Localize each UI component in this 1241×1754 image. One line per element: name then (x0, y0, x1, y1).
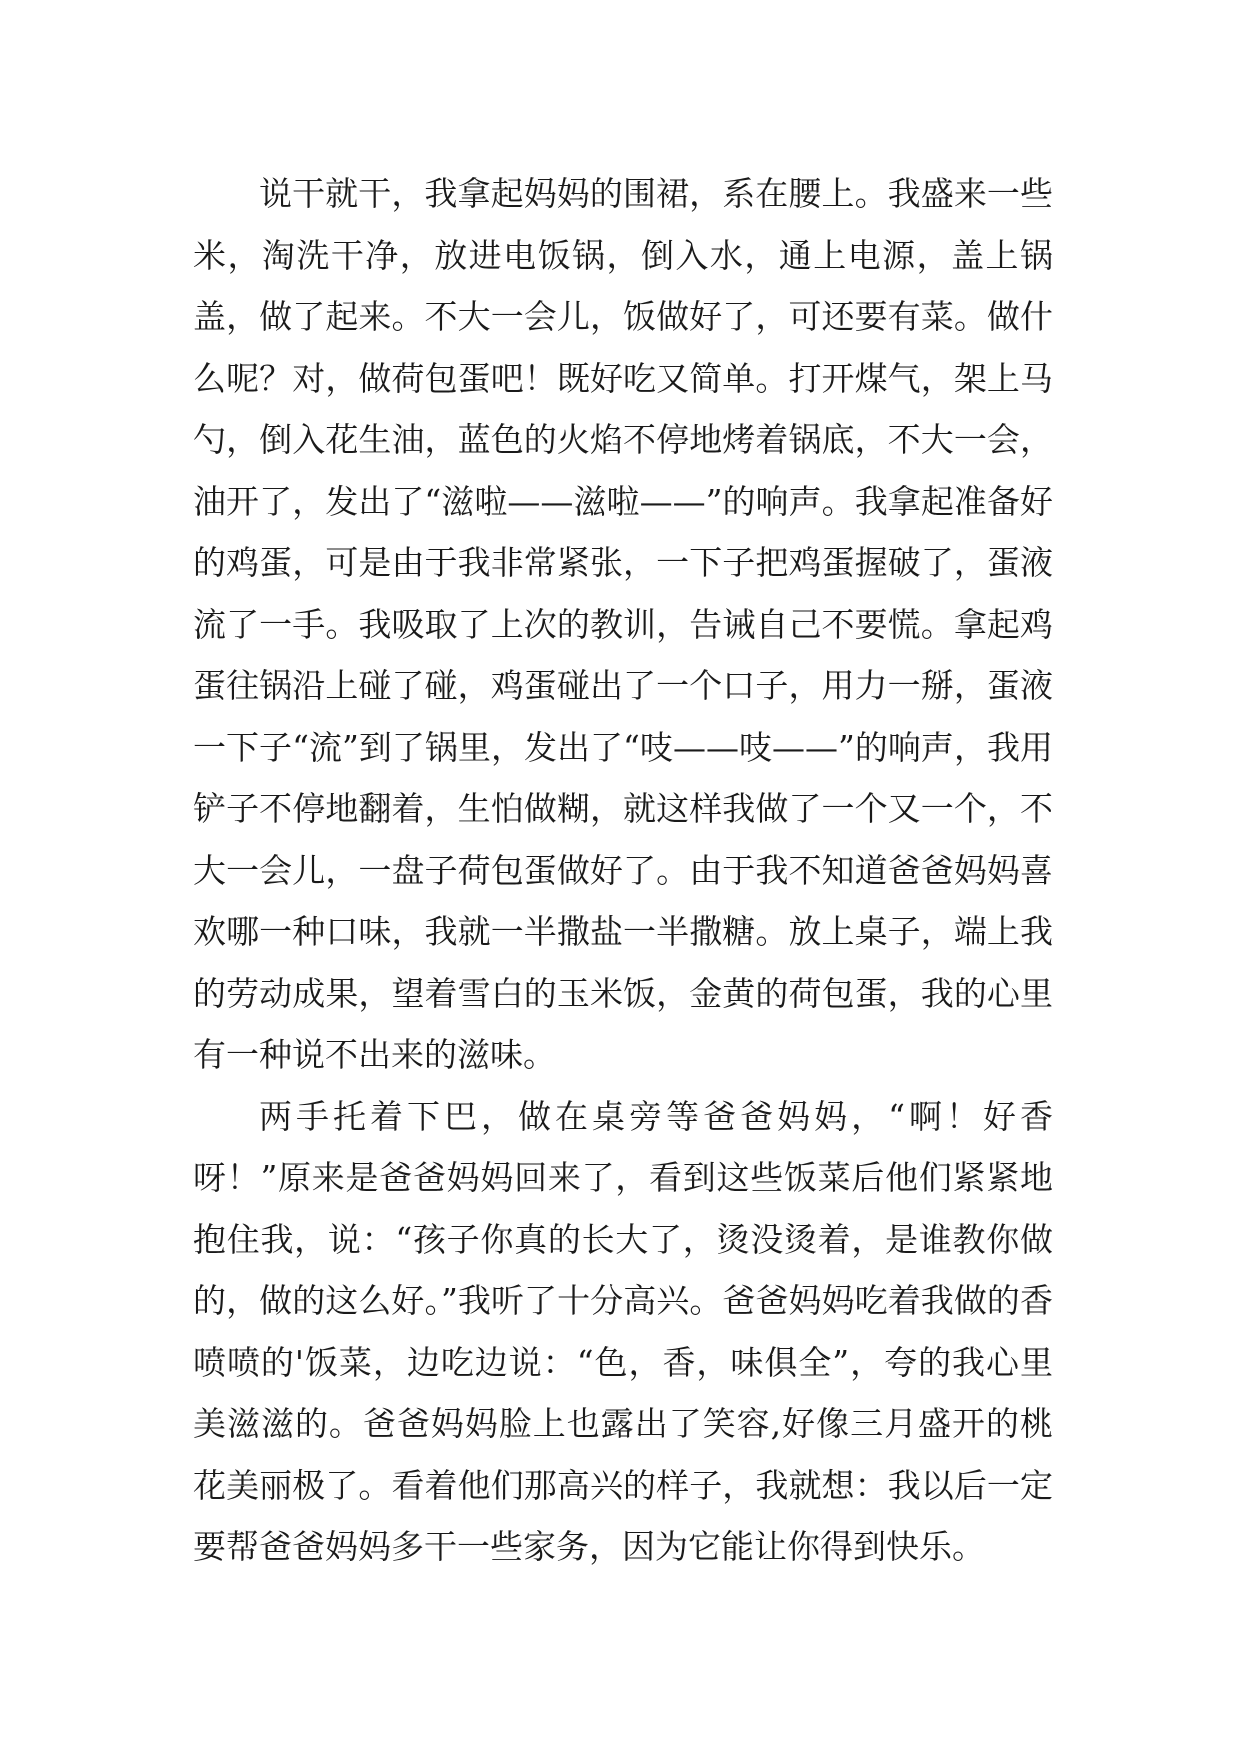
paragraph-1: 说干就干，我拿起妈妈的围裙，系在腰上。我盛来一些米，淘洗干净，放进电饭锅，倒入水，通上电源，盖上锅盖，做了起来。不大一会儿，饭做好了，可还要有菜。做什么呢？对，做荷包蛋吧！既好吃又简单。打开煤气，架上马勺，倒入花生油，蓝色的火焰不停地烤着锅底，不大一会，油开了，发出了“滋啦——滋啦——”的响声。我拿起准备好的鸡蛋，可是由于我非常紧张，一下子把鸡蛋握破了，蛋液流了一手。我吸取了上次的教训，告诫自己不要慌。拿起鸡蛋往锅沿上碰了碰，鸡蛋碰出了一个口子，用力一掰，蛋液一下子“流”到了锅里，发出了“吱——吱——”的响声，我用铲子不停地翻着，生怕做糊，就这样我做了一个又一个，不大一会儿，一盘子荷包蛋做好了。由于我不知道爸爸妈妈喜欢哪一种口味，我就一半撒盐一半撒糖。放上桌子，端上我的劳动成果，望着雪白的玉米饭，金黄的荷包蛋，我的心里有一种说不出来的滋味。 (193, 174, 1053, 1074)
paragraph-2: 两手托着下巴，做在桌旁等爸爸妈妈，“啊！好香呀！”原来是爸爸妈妈回来了，看到这些饭菜后他们紧紧地抱住我，说：“孩子你真的长大了，烫没烫着，是谁教你做的，做的这么好。”我听了十分高兴。爸爸妈妈吃着我做的香喷喷的'饭菜，边吃边说：“色，香，味俱全”，夸的我心里美滋滋的。爸爸妈妈脸上也露出了笑容,好像三月盛开的桃花美丽极了。看着他们那高兴的样子，我就想：我以后一定要帮爸爸妈妈多干一些家务，因为它能让你得到快乐。 (193, 1096, 1053, 1566)
body-text (193, 163, 1053, 1578)
